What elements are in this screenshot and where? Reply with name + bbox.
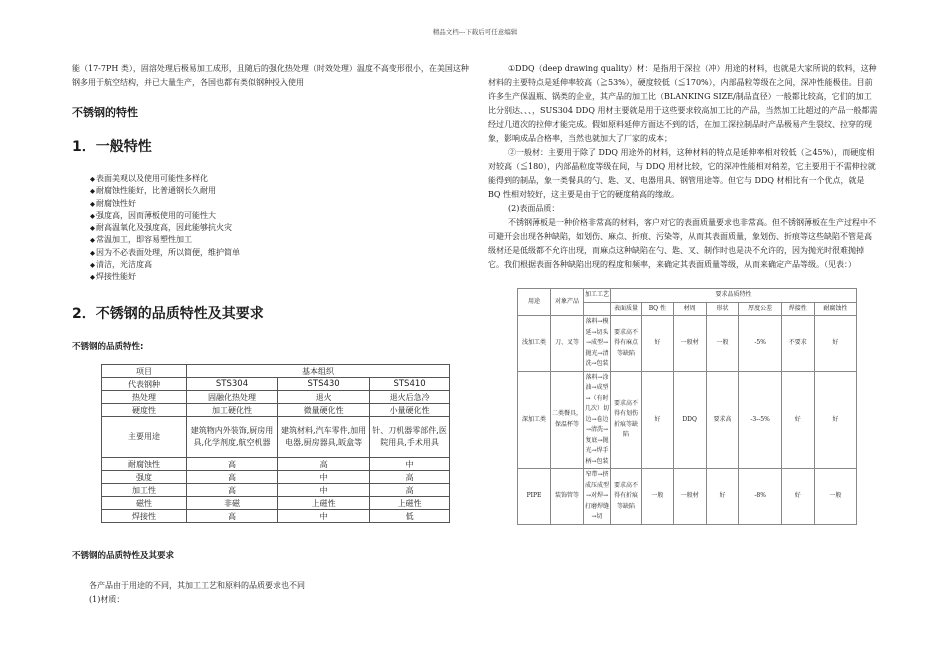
- table-cell: 高: [187, 471, 278, 484]
- table-cell: 用途: [518, 289, 551, 316]
- left-column: [72, 62, 470, 352]
- steel-property-table: [101, 364, 450, 523]
- table-cell: 好: [706, 469, 739, 525]
- table-cell: 中: [278, 484, 370, 497]
- page-header: 精品文档---下载后可任意编辑: [432, 28, 518, 36]
- surface-quality-label: (2)表面品质：: [508, 204, 560, 213]
- section-title: 不锈钢的特性: [72, 106, 138, 119]
- table-cell: 焊接性: [781, 302, 814, 316]
- table-cell: 加工性: [102, 484, 187, 497]
- table-cell: 高: [370, 484, 450, 497]
- table-cell: 基本组织: [187, 365, 450, 378]
- heading-quality: 2．不锈钢的品质特性及其要求: [72, 305, 264, 322]
- table-row: [102, 391, 450, 404]
- table-cell: 厚度公差: [739, 302, 781, 316]
- table-cell: 落料→模延→切头→成型→抛光→清洗→包装: [584, 316, 611, 372]
- surface-quality-paragraph: 不锈钢薄板是一种价格非常高的材料，客户对它的表面质量要求也非常高。但不锈钢薄板在生产过程中不可避开会出现各种缺陷，如划伤、麻点、折痕、污染等，从而其表面质量，象划伤、折痕等这些缺陷不管是高级材还是低级都不允许出现，而麻点这种缺陷在勺、匙、叉、制作时也是决不允许的，因为抛光时很难抛掉它。我们根据表面各种缺陷出现的程度和频率，来确定其表面质量等级，从而来确定产品等级。（见表：）: [488, 218, 876, 269]
- table-cell: 要求高不得有划伤折痕等缺陷: [611, 371, 642, 469]
- table-cell: DDQ: [673, 371, 706, 469]
- table-cell: 加工工艺: [584, 289, 611, 303]
- feature-list: [72, 173, 470, 284]
- table-cell: 一般: [642, 469, 674, 525]
- table-cell: 要求高不得有麻点等缺陷: [611, 316, 642, 372]
- table-cell: 加工硬化性: [187, 404, 278, 417]
- material-label: (1)材质：: [89, 595, 125, 604]
- table-cell: 小量硬化性: [370, 404, 450, 417]
- list-item: ◆ 耐腐蚀性好: [72, 198, 470, 210]
- table-cell: 对象产品: [551, 289, 584, 316]
- table-cell: 好: [642, 316, 674, 372]
- ddq-paragraph: ①DDQ（deep drawing quality）材：是指用于深拉（冲）用途的材料，也就是大家所说的软料，这种材料的主要特点是延伸率较高（≧53%），硬度较低（≦170%），内部晶粒等级在之间，深冲性能极佳。目前许多生产保温瓶、锅类的企业，其产品的加工比（BLANKING SIZE/制品直径）一般都比较高，它们的加工比分别达、、、，SUS304 DDQ 用材主要就是用于这些要求较高加工比的产品，当然加工比超过的产品一般都需经过几道次的拉伸才能完成。假如原料延伸方面达不到的话，在加工深拉制品时产品极易产生裂纹、拉穿的现象，影响成品合格率，当然也就加大了厂家的成本；: [488, 64, 878, 143]
- table-cell: 装饰管等: [551, 469, 584, 525]
- table-cell: 微量硬化性: [278, 404, 370, 417]
- processing-requirements-table: [517, 288, 857, 525]
- table-cell: 深加工类: [518, 371, 551, 469]
- table-cell: 中: [278, 471, 370, 484]
- table-cell: 固融化热处理: [187, 391, 278, 404]
- table-cell: 代表钢种: [102, 378, 187, 391]
- table-cell: 建筑物内外装饰,厨房用具,化学剂度,航空机器: [187, 417, 278, 458]
- table-cell: 主要用途: [102, 417, 187, 458]
- table-cell: 窄带→挤成压成型→对焊→打磨焊缝→切: [584, 469, 611, 525]
- table-cell: 低: [370, 510, 450, 523]
- list-item: ◆ 清洁，光洁度高: [72, 259, 470, 271]
- table-cell: 高: [370, 471, 450, 484]
- table-cell: STS430: [278, 378, 370, 391]
- quality-label: 不锈钢的品质特性:: [72, 341, 144, 352]
- table-cell: 一般材: [673, 469, 706, 525]
- table-cell: STS410: [370, 378, 450, 391]
- table-cell: 强度: [102, 471, 187, 484]
- table-cell: 一般材: [673, 316, 706, 372]
- table-row: [102, 365, 450, 378]
- right-column: [488, 62, 878, 272]
- list-item: ◆ 耐腐蚀性能好，比普通钢长久耐用: [72, 185, 470, 197]
- table-cell: 硬度性: [102, 404, 187, 417]
- table-cell: 非磁: [187, 497, 278, 510]
- table-cell: 形状: [706, 302, 739, 316]
- table-cell: BQ 性: [642, 302, 674, 316]
- table-row: [102, 471, 450, 484]
- table-cell: 一般: [706, 316, 739, 372]
- requirements-title: 不锈钢的品质特性及其要求: [72, 551, 175, 561]
- table-row: [518, 371, 857, 469]
- table-cell: 好: [814, 371, 856, 469]
- table-cell: [584, 302, 611, 316]
- table-cell: 浅加工类: [518, 316, 551, 372]
- table-cell: 上磁性: [370, 497, 450, 510]
- table-cell: 高: [278, 458, 370, 471]
- table-cell: 热处理: [102, 391, 187, 404]
- table-row: [102, 497, 450, 510]
- table-cell: 要求高: [706, 371, 739, 469]
- table-cell: 耐腐蚀性: [102, 458, 187, 471]
- table-cell: 二类餐具，保温杯等: [551, 371, 584, 469]
- table-cell: 耐腐蚀性: [814, 302, 856, 316]
- table-row: [102, 378, 450, 391]
- general-material-paragraph: ②一般材：主要用于除了 DDQ 用途外的材料，这种材料的特点是延伸率相对较低（≧45%），而硬度相对较高（≦180），内部晶粒度等级在间，与 DDQ 用材比较，它的深冲性能相对稍差，它主要用于不需伸拉就能得到的制品，象一类餐具的勺、匙、叉、电器用具、钢管用途等。但它与 DDQ 材相比有一个优点，就是 BQ 性相对较好，这主要是由于它的硬度稍高的缘故。: [488, 148, 876, 199]
- table-cell: 磁性: [102, 497, 187, 510]
- intro-paragraph: 能（17-7PH 类），固溶处理后极易加工成形，且随后的强化热处理（时效处理）温度不高变形很小，在美国这种钢多用于航空结构，并已大量生产，各国也都有类似钢种投入使用: [72, 64, 469, 87]
- table-cell: 落料→涂油→成型→（有时几次）切边→卷边→清洗→复底→抛光→焊手柄→包装: [584, 371, 611, 469]
- list-item: ◆ 焊接性能好: [72, 271, 470, 283]
- list-item: ◆ 表面美观以及使用可能性多样化: [72, 173, 470, 185]
- table-row: [102, 510, 450, 523]
- list-item: ◆ 耐高温氧化及强度高，因此能够抗火灾: [72, 222, 470, 234]
- list-item: ◆ 因为不必表面处理，所以简便，维护简单: [72, 247, 470, 259]
- table-row: [102, 417, 450, 458]
- table-cell: 好: [781, 371, 814, 469]
- table-cell: -8%: [739, 469, 781, 525]
- requirements-section: [72, 549, 470, 607]
- table-cell: 中: [278, 510, 370, 523]
- table-cell: 好: [814, 316, 856, 372]
- table-cell: -5%: [739, 316, 781, 372]
- table-cell: 要求品质特性: [611, 289, 857, 303]
- list-item: ◆ 强度高，因而薄板使用的可能性大: [72, 210, 470, 222]
- table-row: [518, 316, 857, 372]
- table-cell: 好: [781, 469, 814, 525]
- table-row: [102, 404, 450, 417]
- table-row: [518, 469, 857, 525]
- table-cell: PIPE: [518, 469, 551, 525]
- table-row: [518, 289, 857, 303]
- table-cell: -3--5%: [739, 371, 781, 469]
- table-cell: 退火后急冷: [370, 391, 450, 404]
- table-cell: 好: [642, 371, 674, 469]
- table-cell: 表面质量: [611, 302, 642, 316]
- table-cell: 建筑材料,汽车零件,加用电器,厨房器具,皈盒等: [278, 417, 370, 458]
- table-row: [102, 484, 450, 497]
- table-cell: 针、刀机器零部件,医院用具,手术用具: [370, 417, 450, 458]
- table-cell: 中: [370, 458, 450, 471]
- table-cell: 材周: [673, 302, 706, 316]
- requirements-text: 各产品由于用途的不同，其加工工艺和原料的品质要求也不同: [89, 581, 305, 590]
- table-cell: 一般: [814, 469, 856, 525]
- table-cell: 高: [187, 484, 278, 497]
- table-cell: 焊接性: [102, 510, 187, 523]
- table-cell: 不要求: [781, 316, 814, 372]
- table-cell: STS304: [187, 378, 278, 391]
- table-cell: 高: [187, 510, 278, 523]
- table-cell: 要求高不得有折痕等缺陷: [611, 469, 642, 525]
- table-cell: 高: [187, 458, 278, 471]
- table-cell: 项目: [102, 365, 187, 378]
- heading-general: 1．一般特性: [72, 139, 152, 155]
- table-row: [102, 458, 450, 471]
- table-cell: 退火: [278, 391, 370, 404]
- list-item: ◆ 常温加工，即容易塑性加工: [72, 234, 470, 246]
- table-cell: 刀、叉等: [551, 316, 584, 372]
- table-cell: 上磁性: [278, 497, 370, 510]
